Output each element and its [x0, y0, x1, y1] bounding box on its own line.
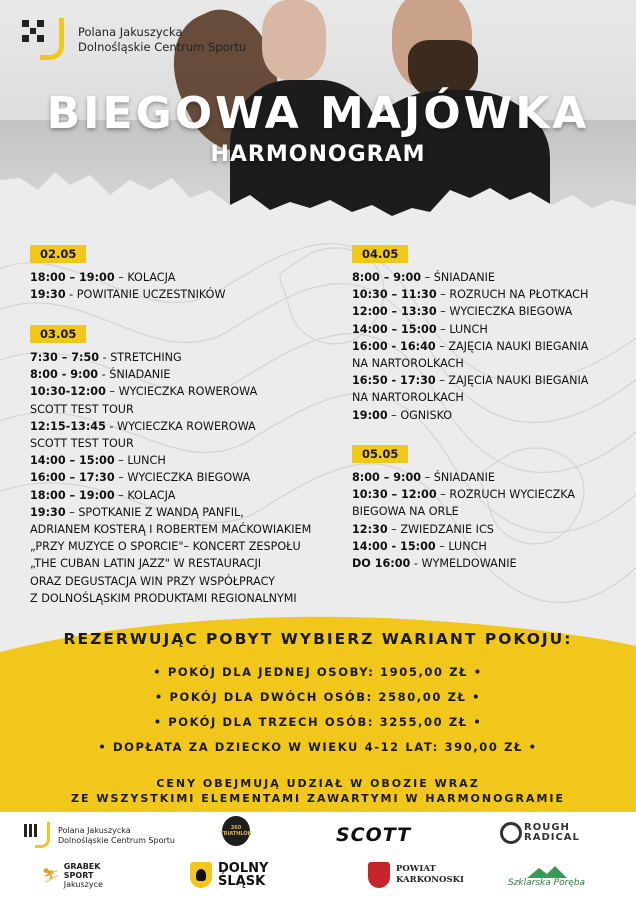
schedule-activity: NA NARTOROLKACH — [352, 357, 464, 371]
day-block-0205 — [30, 243, 226, 303]
schedule-activity: – LUNCH — [436, 322, 488, 336]
schedule-time: 8:00 – 9:00 — [352, 271, 422, 284]
day-items — [30, 269, 226, 303]
day-items — [352, 469, 575, 572]
schedule-activity: „PRZY MUZYCE O SPORCIE"– KONCERT ZESPOŁU — [30, 540, 301, 554]
logo-text — [78, 25, 246, 55]
schedule-activity: – ZAJĘCIA NAUKI BIEGANIA — [435, 339, 589, 353]
schedule-activity: - STRETCHING — [99, 351, 182, 364]
schedule-activity: – ŚNIADANIE — [421, 471, 495, 484]
schedule-line — [30, 573, 311, 590]
scott-logo-text: SCOTT — [336, 824, 412, 846]
powiat-crest-icon — [368, 862, 390, 888]
schedule-activity: BIEGOWA NA ORLE — [352, 505, 459, 519]
sponsor-szklarska-poreba — [508, 866, 585, 888]
schedule-activity: – KOLACJA — [114, 488, 176, 502]
schedule-line — [352, 521, 575, 538]
grabek-runner-icon: ⛷ — [42, 867, 60, 884]
room-option: • POKÓJ DLA DWÓCH OSÓB: 2580,00 ZŁ • — [154, 690, 482, 704]
schedule-line — [30, 383, 311, 400]
schedule-time: 7:30 – 7:50 — [30, 351, 100, 364]
schedule-time: 14:00 – 15:00 — [352, 322, 437, 336]
schedule-activity: SCOTT TEST TOUR — [30, 437, 134, 451]
schedule-line — [30, 418, 311, 435]
day-date-badge: 02.05 — [30, 245, 86, 263]
note-line-1: CENY OBEJMUJĄ UDZIAŁ W OBOZIE WRAZ — [156, 777, 480, 790]
day-date-badge: 05.05 — [352, 445, 408, 463]
schedule-time: 16:00 - 16:40 — [352, 339, 436, 353]
schedule-line — [352, 503, 575, 520]
schedule-activity: - WYCIECZKA ROWEROWA — [105, 419, 256, 433]
schedule-activity: „THE CUBAN LATIN JAZZ" W RESTAURACJI — [30, 557, 262, 571]
schedule-activity: – SPOTKANIE Z WANDĄ PANFIL, — [65, 505, 244, 519]
schedule-activity: - POWITANIE UCZESTNIKÓW — [65, 288, 226, 302]
day-items — [352, 269, 588, 424]
room-option: • POKÓJ DLA TRZECH OSÓB: 3255,00 ZŁ • — [153, 715, 483, 729]
schedule-line — [352, 555, 575, 572]
triathlon-logo-text: 360 TRIATHLON — [220, 825, 252, 837]
schedule-time: 8:00 – 9:00 — [352, 471, 422, 484]
slask-line: ŚLĄSK — [218, 874, 266, 889]
page-subtitle: HARMONOGRAM — [210, 142, 426, 167]
schedule-activity: – WYCIECZKA BIEGOWA — [436, 305, 573, 319]
schedule-line — [30, 269, 226, 286]
schedule-time: 19:30 — [30, 288, 66, 302]
logo-mark-icon — [22, 18, 68, 62]
schedule-line — [352, 538, 575, 555]
sponsor-dolny-slask — [190, 862, 268, 888]
sponsor-powiat-karkonoski — [368, 862, 464, 888]
schedule-activity: – LUNCH — [114, 454, 166, 468]
schedule-line — [30, 487, 311, 504]
schedule-line — [352, 355, 588, 372]
logo-j-icon — [40, 18, 64, 60]
powiat-line-1: POWIAT — [396, 864, 436, 874]
sponsor-rough-radical — [500, 822, 580, 844]
powiat-text — [396, 864, 464, 886]
schedule-line — [352, 486, 575, 503]
schedule-line — [352, 338, 588, 355]
logo-polana — [22, 18, 246, 62]
grabek-line-1: GRABEK — [63, 862, 101, 871]
sponsors-bar — [0, 812, 636, 900]
schedule-line — [30, 452, 311, 469]
schedule-activity: – ROZRUCH WYCIECZKA — [436, 488, 576, 502]
rough-line: ROUGH — [524, 822, 570, 833]
schedule-activity: Z DOLNOŚLĄSKIM PRODUKTAMI REGIONALNYMI — [30, 591, 297, 605]
schedule-time: 12:00 – 13:30 — [352, 305, 437, 319]
schedule-time: 8:00 - 9:00 — [30, 368, 99, 382]
dolny-slask-crest-icon — [190, 862, 212, 888]
schedule-time: 18:00 – 19:00 — [30, 271, 115, 284]
schedule-time: 14:00 - 15:00 — [352, 539, 436, 553]
schedule-time: 19:30 — [30, 505, 66, 519]
schedule-line — [30, 538, 311, 555]
day-items — [30, 349, 311, 607]
rough-radical-logo-icon — [500, 822, 522, 844]
schedule-time: 10:30-12:00 — [30, 385, 106, 399]
logo-line-1: Polana Jakuszycka — [78, 25, 183, 39]
sponsor-triathlon — [222, 816, 250, 846]
schedule-activity: - ŚNIADANIE — [98, 368, 171, 382]
schedule-time: 10:30 – 11:30 — [352, 288, 437, 302]
runner-woman-head — [262, 0, 326, 80]
schedule-line — [30, 469, 311, 486]
schedule-activity: – ROZRUCH NA PŁOTKACH — [436, 288, 589, 302]
szklarska-mountain-icon — [527, 866, 567, 878]
schedule-time: 14:00 – 15:00 — [30, 454, 115, 468]
schedule-activity: – ZAJĘCIA NAUKI BIEGANIA — [435, 374, 589, 388]
schedule-line — [30, 555, 311, 572]
schedule-time: 16:00 – 17:30 — [30, 471, 115, 485]
polana-logo-icon — [24, 822, 52, 850]
schedule-time: 18:00 – 19:00 — [30, 488, 115, 502]
reservation-content — [0, 630, 636, 806]
schedule-line — [352, 407, 588, 424]
schedule-line — [30, 435, 311, 452]
grabek-line-2: SPORT — [63, 871, 94, 880]
schedule-time: 12:30 — [352, 522, 388, 536]
day-block-0505 — [352, 443, 575, 572]
schedule-line — [352, 469, 575, 486]
sponsor-grabek — [42, 862, 103, 889]
day-block-0405 — [352, 243, 588, 424]
schedule-activity: – OGNISKO — [387, 408, 453, 422]
schedule-activity: – WYCIECZKA ROWEROWA — [105, 385, 258, 399]
room-option: • DOPŁATA ZA DZIECKO W WIEKU 4-12 LAT: 390,00 ZŁ • — [98, 740, 538, 754]
schedule-line — [30, 401, 311, 418]
reservation-section — [0, 612, 636, 812]
schedule-activity: ORAZ DEGUSTACJA WIN PRZY WSPÓŁPRACY — [30, 574, 276, 588]
schedule-line — [30, 286, 226, 303]
schedule-time: 10:30 – 12:00 — [352, 488, 437, 502]
szklarska-text: Szklarska Poręba — [508, 878, 586, 888]
logo-line-2: Dolnośląskie Centrum Sportu — [78, 40, 247, 54]
schedule-activity: - WYMELDOWANIE — [410, 557, 517, 571]
schedule-time: DO 16:00 — [352, 557, 411, 571]
schedule-line — [352, 389, 588, 406]
room-option: • POKÓJ DLA JEDNEJ OSOBY: 1905,00 ZŁ • — [153, 665, 483, 679]
radical-line: RADICAL — [524, 832, 580, 843]
schedule-activity: – LUNCH — [435, 539, 487, 553]
schedule-activity: NA NARTOROLKACH — [352, 391, 464, 405]
polana-sponsor-line-2: Dolnośląskie Centrum Sportu — [58, 836, 175, 845]
schedule-time: 12:15-13:45 — [30, 419, 106, 433]
schedule-activity: SCOTT TEST TOUR — [30, 402, 134, 416]
sponsor-scott — [336, 824, 411, 846]
schedule-line — [30, 366, 311, 383]
schedule-activity: – WYCIECZKA BIEGOWA — [114, 471, 251, 485]
grabek-text — [64, 862, 103, 889]
day-date-badge: 04.05 — [352, 245, 408, 263]
schedule-time: 16:50 - 17:30 — [352, 374, 436, 388]
page-title: BIEGOWA MAJÓWKA — [46, 88, 590, 139]
dolny-slask-text — [218, 862, 268, 888]
schedule-line — [352, 303, 588, 320]
reservation-title: REZERWUJĄC POBYT WYBIERZ WARIANT POKOJU: — [63, 630, 573, 648]
dolny-line: DOLNY — [218, 861, 269, 876]
grabek-line-3: Jakuszyce — [63, 880, 103, 889]
day-block-0305 — [30, 323, 311, 607]
day-date-badge: 03.05 — [30, 325, 86, 343]
schedule-activity: – ŚNIADANIE — [421, 271, 495, 284]
sponsor-polana — [24, 822, 175, 850]
powiat-line-2: KARKONOSKI — [396, 875, 464, 885]
schedule-activity: ADRIANEM KOSTERĄ I ROBERTEM MAĆKOWIAKIEM — [30, 523, 312, 537]
schedule-line — [352, 269, 588, 286]
rough-radical-text — [524, 823, 580, 843]
schedule-line — [30, 521, 311, 538]
polana-sponsor-line-1: Polana Jakuszycka — [58, 826, 131, 835]
schedule-activity: – ZWIEDZANIE ICS — [387, 522, 494, 536]
note-line-2: ZE WSZYSTKIMI ELEMENTAMI ZAWARTYMI W HARMONOGRAMIE — [71, 792, 565, 805]
schedule-line — [30, 504, 311, 521]
schedule-time: 19:00 — [352, 408, 388, 422]
schedule-line — [30, 349, 311, 366]
reservation-note — [0, 776, 636, 806]
schedule-line — [352, 286, 588, 303]
schedule-activity: – KOLACJA — [114, 271, 176, 284]
schedule-line — [352, 321, 588, 338]
schedule-line — [352, 372, 588, 389]
schedule-line — [30, 590, 311, 607]
polana-sponsor-text — [58, 826, 175, 846]
